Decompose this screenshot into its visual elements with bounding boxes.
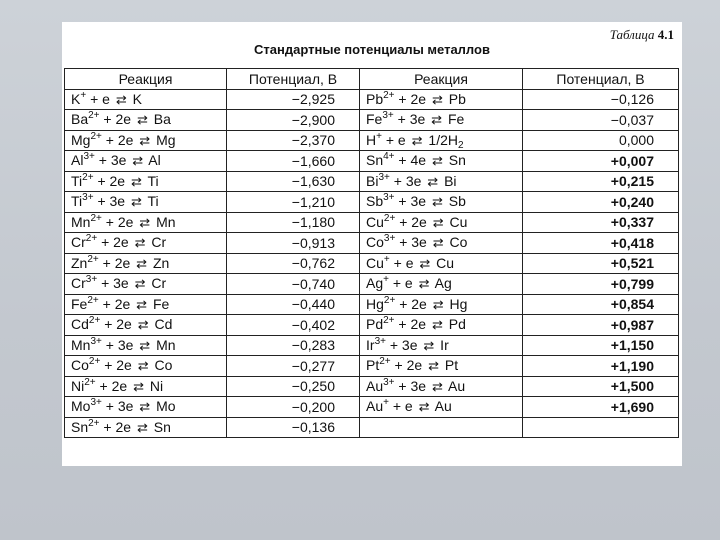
table-row [65, 397, 679, 418]
table-row [65, 151, 679, 172]
right-reaction-cell: $Pd^{2+} + 2e$ ⇄ Pd [360, 315, 523, 336]
left-reaction-cell: $Ti^{3+} + 3e$ ⇄ Ti [65, 192, 227, 213]
left-reaction-cell: K+ + e ⇄ K [65, 89, 227, 110]
left-reaction-cell: $Al^{3+} + 3e$ ⇄ Al [65, 151, 227, 172]
left-potential-cell: −0,762 [227, 253, 360, 274]
header-reaction-right: Реакция [360, 69, 523, 90]
right-reaction-cell: $Hg^{2+} + 2e$ ⇄ Hg [360, 294, 523, 315]
left-potential-cell: −0,740 [227, 274, 360, 295]
header-potential-right: Потенциал, В [523, 69, 679, 90]
left-potential-cell: −2,925 [227, 89, 360, 110]
table-row [65, 233, 679, 254]
left-potential-cell: −0,402 [227, 315, 360, 336]
right-potential-cell: 0,000 [523, 130, 679, 151]
table-row [65, 376, 679, 397]
left-potential-cell: −0,283 [227, 335, 360, 356]
table-row [65, 171, 679, 192]
right-reaction-cell: $Co^{3+} + 3e$ ⇄ Co [360, 233, 523, 254]
table-row [65, 130, 679, 151]
right-potential-cell: +0,215 [523, 171, 679, 192]
right-reaction-cell: $Cu^{2+} + 2e$ ⇄ Cu [360, 212, 523, 233]
table-row [65, 212, 679, 233]
table-caption [610, 27, 674, 43]
left-potential-cell: −0,277 [227, 356, 360, 377]
table-title: Стандартные потенциалы металлов [254, 42, 490, 57]
right-reaction-cell: $Sn^{4+} + 4e$ ⇄ Sn [360, 151, 523, 172]
right-potential-cell: −0,037 [523, 110, 679, 131]
caption-number: 4.1 [657, 27, 674, 42]
left-potential-cell: −0,913 [227, 233, 360, 254]
left-potential-cell: −0,136 [227, 417, 360, 438]
table-row [65, 89, 679, 110]
right-reaction-cell: H+ + e ⇄ $1/2H_2$ [360, 130, 523, 151]
table-row [65, 274, 679, 295]
left-reaction-cell: $Ni^{2+} + 2e$ ⇄ Ni [65, 376, 227, 397]
right-potential-cell: +0,799 [523, 274, 679, 295]
right-potential-cell: −0,126 [523, 89, 679, 110]
left-reaction-cell: $Ti^{2+} + 2e$ ⇄ Ti [65, 171, 227, 192]
header-potential-left: Потенциал, В [227, 69, 360, 90]
right-reaction-cell: $Pt^{2+} + 2e$ ⇄ Pt [360, 356, 523, 377]
table-row [65, 110, 679, 131]
left-reaction-cell: $Fe^{2+} + 2e$ ⇄ Fe [65, 294, 227, 315]
right-potential-cell: +0,240 [523, 192, 679, 213]
right-potential-cell: +0,521 [523, 253, 679, 274]
left-potential-cell: −1,210 [227, 192, 360, 213]
right-potential-cell: +1,190 [523, 356, 679, 377]
left-potential-cell: −2,370 [227, 130, 360, 151]
right-reaction-cell: $Bi^{3+} + 3e$ ⇄ Bi [360, 171, 523, 192]
left-potential-cell: −0,250 [227, 376, 360, 397]
right-reaction-cell [360, 417, 523, 438]
right-potential-cell: +0,007 [523, 151, 679, 172]
right-reaction-cell: Au+ + e ⇄ Au [360, 397, 523, 418]
right-reaction-cell: Cu+ + e ⇄ Cu [360, 253, 523, 274]
right-reaction-cell: $Ir^{3+} + 3e$ ⇄ Ir [360, 335, 523, 356]
table-row [65, 294, 679, 315]
right-potential-cell: +0,418 [523, 233, 679, 254]
left-potential-cell: −1,630 [227, 171, 360, 192]
table-row [65, 253, 679, 274]
right-potential-cell: +0,854 [523, 294, 679, 315]
left-reaction-cell: $Mg^{2+} + 2e$ ⇄ Mg [65, 130, 227, 151]
header-row [65, 69, 679, 90]
right-potential-cell: +1,690 [523, 397, 679, 418]
right-reaction-cell: $Pb^{2+} + 2e$ ⇄ Pb [360, 89, 523, 110]
left-reaction-cell: $Mn^{3+} + 3e$ ⇄ Mn [65, 335, 227, 356]
left-potential-cell: −2,900 [227, 110, 360, 131]
left-reaction-cell: $Co^{2+} + 2e$ ⇄ Co [65, 356, 227, 377]
table-body [65, 89, 679, 438]
table-row [65, 417, 679, 438]
table-row [65, 335, 679, 356]
right-potential-cell: +1,500 [523, 376, 679, 397]
table-row [65, 192, 679, 213]
left-reaction-cell: $Cd^{2+} + 2e$ ⇄ Cd [65, 315, 227, 336]
right-reaction-cell: $Fe^{3+} + 3e$ ⇄ Fe [360, 110, 523, 131]
left-reaction-cell: $Zn^{2+} + 2e$ ⇄ Zn [65, 253, 227, 274]
right-reaction-cell: Ag+ + e ⇄ Ag [360, 274, 523, 295]
left-potential-cell: −1,180 [227, 212, 360, 233]
right-potential-cell: +0,337 [523, 212, 679, 233]
left-potential-cell: −0,200 [227, 397, 360, 418]
left-reaction-cell: $Cr^{3+} + 3e$ ⇄ Cr [65, 274, 227, 295]
left-reaction-cell: $Cr^{2+} + 2e$ ⇄ Cr [65, 233, 227, 254]
table-row [65, 356, 679, 377]
right-potential-cell: +0,987 [523, 315, 679, 336]
left-reaction-cell: $Mn^{2+} + 2e$ ⇄ Mn [65, 212, 227, 233]
left-potential-cell: −0,440 [227, 294, 360, 315]
right-potential-cell: +1,150 [523, 335, 679, 356]
left-potential-cell: −1,660 [227, 151, 360, 172]
document-page [62, 22, 682, 466]
left-reaction-cell: $Sn^{2+} + 2e$ ⇄ Sn [65, 417, 227, 438]
potentials-table [64, 68, 679, 438]
right-reaction-cell: $Sb^{3+} + 3e$ ⇄ Sb [360, 192, 523, 213]
table-row [65, 315, 679, 336]
left-reaction-cell: $Mo^{3+} + 3e$ ⇄ Mo [65, 397, 227, 418]
header-reaction-left: Реакция [65, 69, 227, 90]
left-reaction-cell: $Ba^{2+} + 2e$ ⇄ Ba [65, 110, 227, 131]
right-reaction-cell: $Au^{3+} + 3e$ ⇄ Au [360, 376, 523, 397]
right-potential-cell [523, 417, 679, 438]
caption-word: Таблица [609, 27, 655, 42]
